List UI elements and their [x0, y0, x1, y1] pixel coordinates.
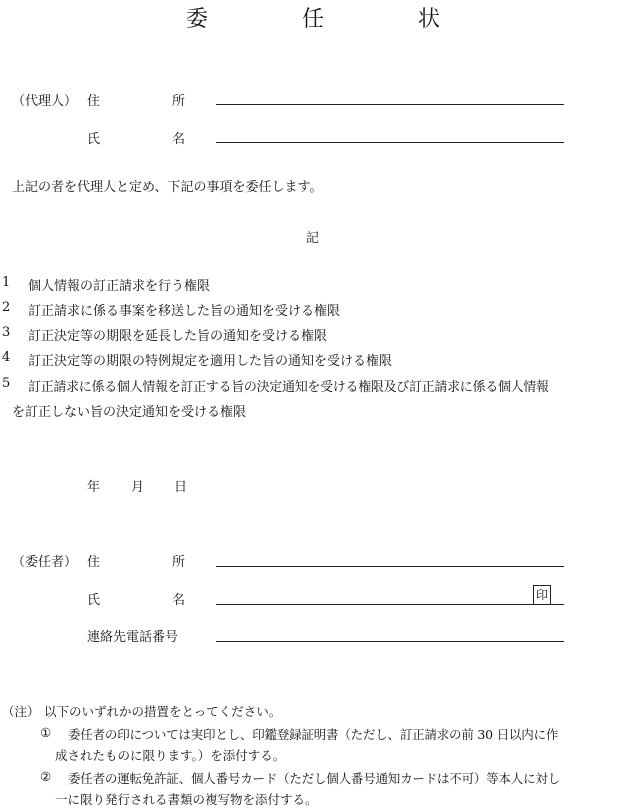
heading-ki: 記: [306, 231, 320, 246]
principal-name-field[interactable]: [216, 604, 564, 605]
item-text: 個人情報の訂正請求を行う権限: [28, 279, 211, 294]
note-2-mark: ②: [40, 769, 52, 784]
principal-address-label-2: 所: [172, 555, 186, 570]
notes-lead: 以下のいずれかの措置をとってください。: [44, 704, 282, 719]
item-text-continuation: を訂正しない旨の決定通知を受ける権限: [12, 405, 247, 420]
item-number: 1: [2, 275, 11, 290]
agent-address-label-2: 所: [172, 94, 186, 109]
agent-name-label-1: 氏: [87, 132, 101, 147]
note-1-text: 委任者の印については実印とし、印鑑登録証明書（ただし、訂正請求の前 30 日以内に作: [68, 727, 559, 742]
item-number: 4: [2, 350, 11, 365]
item-text: 訂正決定等の期限の特例規定を適用した旨の通知を受ける権限: [28, 354, 393, 369]
principal-address-label-1: 住: [87, 555, 101, 570]
agent-address-field[interactable]: [216, 104, 564, 105]
date-day: 日: [174, 480, 188, 495]
item-number: 2: [2, 300, 11, 315]
phone-label: 連絡先電話番号: [87, 630, 179, 645]
item-number: 3: [2, 325, 11, 340]
date-year: 年: [87, 480, 101, 495]
principal-address-field[interactable]: [216, 566, 564, 567]
principal-label: （委任者）: [12, 555, 78, 570]
principal-name-label-1: 氏: [87, 593, 101, 608]
item-text: 訂正請求に係る事案を移送した旨の通知を受ける権限: [28, 304, 341, 319]
note-2-continuation: 一に限り発行される書類の複写物を添付する。: [55, 792, 318, 807]
notes-label: （注）: [2, 704, 40, 719]
item-text: 訂正決定等の期限を延長した旨の通知を受ける権限: [28, 329, 328, 344]
note-1-mark: ①: [40, 725, 52, 740]
note-2-text: 委任者の運転免許証、個人番号カード（ただし個人番号通知カードは不可）等本人に対し: [68, 771, 561, 786]
document-title: 委 任 状: [185, 7, 476, 32]
agent-name-field[interactable]: [216, 142, 564, 143]
item-text: 訂正請求に係る個人情報を訂正する旨の決定通知を受ける権限及び訂正請求に係る個人情報: [28, 380, 549, 395]
agent-address-label-1: 住: [87, 94, 101, 109]
item-number: 5: [2, 376, 11, 391]
note-1-continuation: 成されたものに限ります。）を添付する。: [55, 748, 286, 763]
agent-label: （代理人）: [12, 94, 78, 109]
phone-field[interactable]: [216, 641, 564, 642]
date-month: 月: [131, 480, 145, 495]
seal-mark: 印: [533, 585, 551, 605]
principal-name-label-2: 名: [172, 593, 186, 608]
intro-text: 上記の者を代理人と定め、下記の事項を委任します。: [12, 180, 323, 195]
agent-name-label-2: 名: [172, 132, 186, 147]
